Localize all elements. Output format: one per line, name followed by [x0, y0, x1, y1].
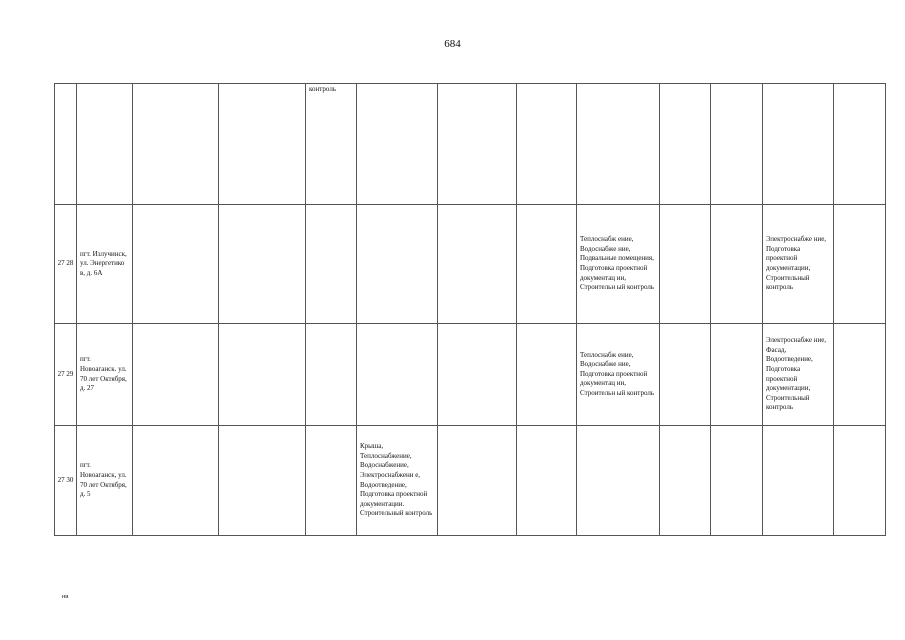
table-cell [517, 205, 577, 324]
table-cell [660, 84, 711, 205]
works-cell [306, 324, 357, 426]
table-cell [219, 426, 306, 536]
table-cell [660, 324, 711, 426]
table-cell [219, 84, 306, 205]
table-cell [517, 426, 577, 536]
works-cell [763, 426, 834, 536]
table-row [55, 324, 886, 426]
works-cell [577, 84, 660, 205]
table-cell [133, 205, 219, 324]
table-cell [834, 84, 886, 205]
table-cell [438, 426, 517, 536]
address-cell: пгт. Новоаганск, ул. 70 лет Октября, д. 5 [77, 426, 133, 536]
row-number-cell: 27 28 [55, 205, 77, 324]
table-cell [660, 426, 711, 536]
address-cell [77, 84, 133, 205]
table-cell [711, 205, 763, 324]
row-number-cell: 27 29 [55, 324, 77, 426]
works-cell: Теплоснабж ение, Водоснабже ние, Подготовка проектной документац ии, Строительн ый контроль [577, 324, 660, 426]
table-cell [219, 324, 306, 426]
table-row [55, 84, 886, 205]
table-cell [133, 84, 219, 205]
table-cell [660, 205, 711, 324]
footer-note: ни [62, 594, 69, 600]
table-cell [711, 324, 763, 426]
capital-repair-table [54, 83, 886, 536]
works-cell [577, 426, 660, 536]
table-cell [834, 205, 886, 324]
row-number-cell [55, 84, 77, 205]
table-cell [517, 324, 577, 426]
table-cell [133, 426, 219, 536]
table-cell [834, 324, 886, 426]
table-cell [219, 205, 306, 324]
works-cell: Электроснабже ние, Фасад, Водоотведение, Подготовка проектной документации, Строительный контроль [763, 324, 834, 426]
works-cell [763, 84, 834, 205]
table-cell [438, 84, 517, 205]
works-cell [357, 205, 438, 324]
table-cell [438, 324, 517, 426]
table-cell [438, 205, 517, 324]
works-cell: контроль [306, 84, 357, 205]
table-cell [711, 426, 763, 536]
table-cell [517, 84, 577, 205]
works-cell [357, 84, 438, 205]
works-cell [357, 324, 438, 426]
works-cell [306, 205, 357, 324]
page-number: 684 [444, 38, 461, 50]
table-row [55, 426, 886, 536]
table-row [55, 205, 886, 324]
row-number-cell: 27 30 [55, 426, 77, 536]
works-cell: Электроснабже ние, Подготовка проектной документации, Строительный контроль [763, 205, 834, 324]
address-cell: пгт. Излучинск, ул. Энергетико в, д. 6А [77, 205, 133, 324]
works-cell [306, 426, 357, 536]
table-cell [834, 426, 886, 536]
works-cell: Крыша, Теплоснабжение, Водоснабжение, Электроснабжени е, Водоотведение, Подготовка проектной документации. Строительный контроль [357, 426, 438, 536]
works-cell: Теплоснабж ение, Водоснабже ние, Подвальные помещения, Подготовка проектной документац ии, Строительн ый контроль [577, 205, 660, 324]
table-cell [711, 84, 763, 205]
address-cell: пгт. Новоаганск. ул. 70 лет Октября, д. 27 [77, 324, 133, 426]
table-cell [133, 324, 219, 426]
